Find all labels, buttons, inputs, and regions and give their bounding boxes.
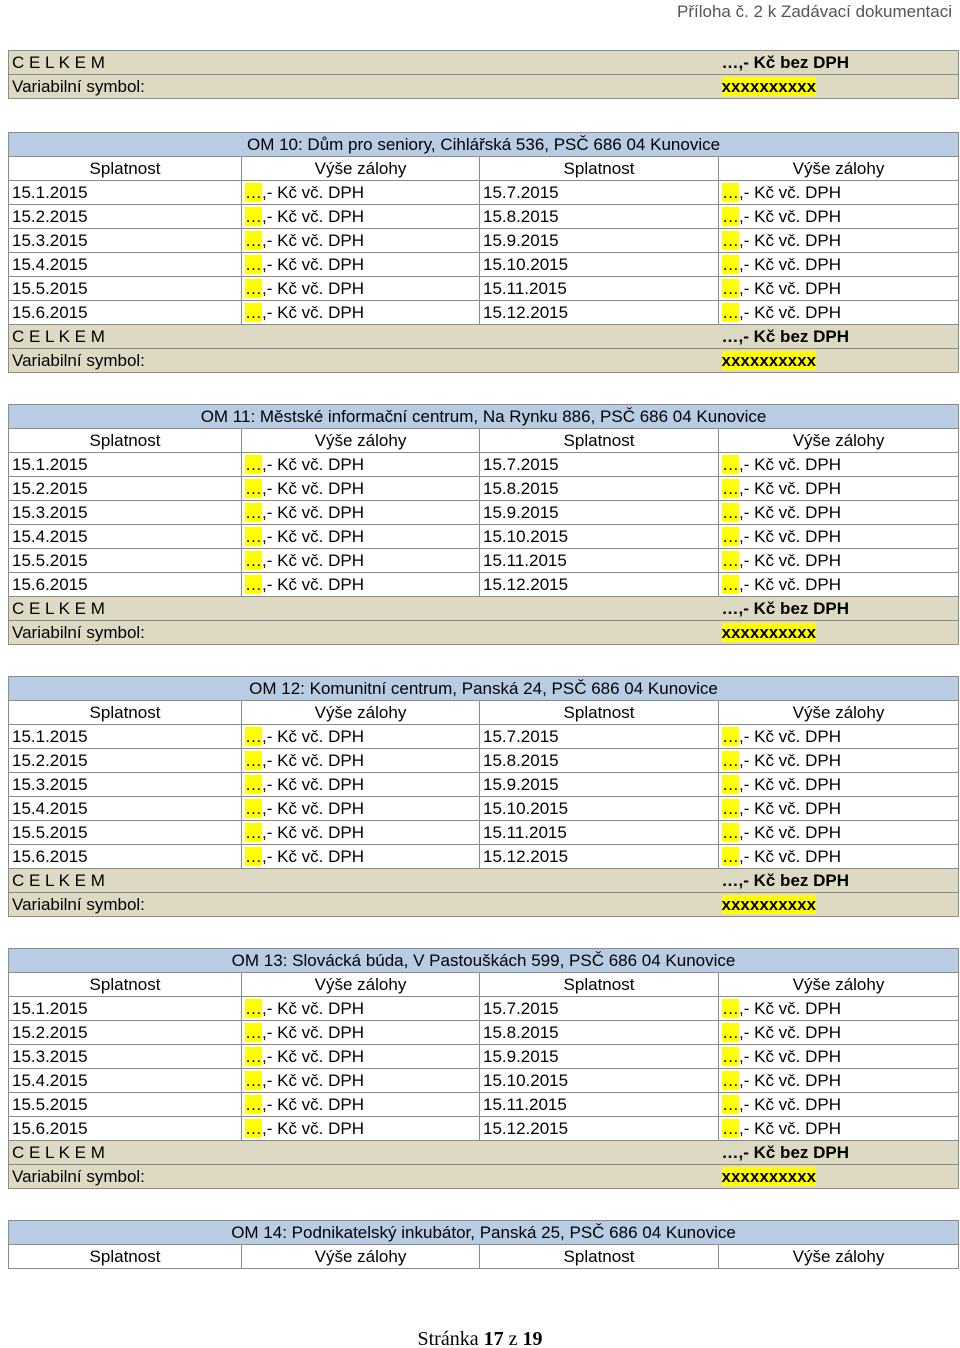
- amount-cell: [242, 1021, 480, 1045]
- due-date: 15.11.2015: [480, 821, 719, 845]
- amount-unit: ,- Kč vč. DPH: [739, 182, 842, 202]
- due-date: 15.4.2015: [9, 1069, 242, 1093]
- amount-cell: [719, 453, 959, 477]
- amount-cell: [242, 549, 480, 573]
- amount-unit: ,- Kč vč. DPH: [262, 750, 365, 770]
- due-date: 15.3.2015: [9, 773, 242, 797]
- varsym-row: [9, 349, 959, 373]
- col-vyse-2: Výše zálohy: [719, 157, 959, 181]
- due-date: 15.1.2015: [9, 725, 242, 749]
- table-row: [9, 725, 959, 749]
- amount-unit: ,- Kč vč. DPH: [262, 998, 365, 1018]
- amount-unit: ,- Kč vč. DPH: [262, 302, 365, 322]
- amount-unit: ,- Kč vč. DPH: [739, 454, 842, 474]
- amount-unit: ,- Kč vč. DPH: [739, 822, 842, 842]
- total-amount: …,- Kč bez DPH: [719, 325, 959, 349]
- celkem-label: C E L K E M: [9, 51, 719, 75]
- amount-placeholder: …: [722, 302, 739, 322]
- amount-cell: [719, 725, 959, 749]
- table-row: [9, 205, 959, 229]
- amount-cell: [242, 845, 480, 869]
- amount-cell: [719, 229, 959, 253]
- col-vyse: Výše zálohy: [242, 429, 480, 453]
- due-date: 15.11.2015: [480, 1093, 719, 1117]
- amount-placeholder: …: [722, 750, 739, 770]
- varsym-label: Variabilní symbol:: [9, 75, 719, 99]
- amount-placeholder: …: [722, 574, 739, 594]
- amount-cell: [242, 573, 480, 597]
- block-title: OM 14: Podnikatelský inkubátor, Panská 25, PSČ 686 04 Kunovice: [9, 1221, 959, 1245]
- table-row: [9, 453, 959, 477]
- block-title: OM 11: Městské informační centrum, Na Rynku 886, PSČ 686 04 Kunovice: [9, 405, 959, 429]
- amount-unit: ,- Kč vč. DPH: [739, 278, 842, 298]
- table-row: [9, 1021, 959, 1045]
- amount-unit: ,- Kč vč. DPH: [262, 1118, 365, 1138]
- amount-placeholder: …: [245, 1070, 262, 1090]
- column-header-row: [9, 429, 959, 453]
- amount-unit: ,- Kč vč. DPH: [739, 750, 842, 770]
- total-row: [9, 1141, 959, 1165]
- amount-unit: ,- Kč vč. DPH: [739, 1046, 842, 1066]
- col-splatnost-2: Splatnost: [480, 973, 719, 997]
- amount-cell: [719, 277, 959, 301]
- footer-total: 19: [522, 1328, 543, 1348]
- table-row: [9, 501, 959, 525]
- col-splatnost-2: Splatnost: [480, 429, 719, 453]
- amount-unit: ,- Kč vč. DPH: [262, 182, 365, 202]
- varsym-label: Variabilní symbol:: [9, 621, 719, 645]
- amount-unit: ,- Kč vč. DPH: [739, 774, 842, 794]
- amount-placeholder: …: [722, 1046, 739, 1066]
- footer-page: 17: [483, 1328, 504, 1348]
- amount-placeholder: …: [245, 478, 262, 498]
- amount-cell: [242, 453, 480, 477]
- amount-placeholder: …: [722, 774, 739, 794]
- amount-cell: [719, 573, 959, 597]
- amount-placeholder: …: [722, 1070, 739, 1090]
- amount-placeholder: …: [722, 278, 739, 298]
- amount-cell: [719, 797, 959, 821]
- amount-placeholder: …: [245, 1022, 262, 1042]
- amount-unit: ,- Kč vč. DPH: [262, 278, 365, 298]
- amount-unit: ,- Kč vč. DPH: [262, 726, 365, 746]
- amount-cell: [242, 1045, 480, 1069]
- table-row: [9, 749, 959, 773]
- amount-cell: [242, 277, 480, 301]
- block-title: OM 10: Dům pro seniory, Cihlářská 536, PSČ 686 04 Kunovice: [9, 133, 959, 157]
- amount-unit: ,- Kč vč. DPH: [262, 454, 365, 474]
- col-vyse-2: Výše zálohy: [719, 1245, 959, 1269]
- due-date: 15.11.2015: [480, 549, 719, 573]
- amount-unit: ,- Kč vč. DPH: [739, 574, 842, 594]
- amount-cell: [242, 1093, 480, 1117]
- amount-placeholder: …: [245, 550, 262, 570]
- varsym-label: Variabilní symbol:: [9, 893, 719, 917]
- amount-cell: [242, 725, 480, 749]
- due-date: 15.5.2015: [9, 277, 242, 301]
- table-row: [9, 229, 959, 253]
- due-date: 15.1.2015: [9, 453, 242, 477]
- table-row: [9, 845, 959, 869]
- amount-unit: ,- Kč vč. DPH: [262, 822, 365, 842]
- amount-placeholder: …: [722, 206, 739, 226]
- amount-placeholder: …: [722, 182, 739, 202]
- due-date: 15.11.2015: [480, 277, 719, 301]
- due-date: 15.8.2015: [480, 1021, 719, 1045]
- total-amount: …,- Kč bez DPH: [719, 597, 959, 621]
- amount-cell: [719, 549, 959, 573]
- col-splatnost: Splatnost: [9, 701, 242, 725]
- amount-placeholder: …: [722, 1118, 739, 1138]
- amount-placeholder: …: [245, 750, 262, 770]
- table-row: [9, 997, 959, 1021]
- col-splatnost: Splatnost: [9, 157, 242, 181]
- celkem-label: C E L K E M: [9, 597, 719, 621]
- amount-placeholder: …: [722, 998, 739, 1018]
- amount-placeholder: …: [245, 1046, 262, 1066]
- amount-cell: [719, 181, 959, 205]
- amount-cell: [719, 1045, 959, 1069]
- amount-placeholder: …: [245, 1094, 262, 1114]
- varsym-label: Variabilní symbol:: [9, 349, 719, 373]
- amount-cell: [719, 525, 959, 549]
- amount-placeholder: …: [245, 822, 262, 842]
- amount-unit: ,- Kč vč. DPH: [262, 230, 365, 250]
- amount-cell: [719, 1117, 959, 1141]
- col-vyse: Výše zálohy: [242, 701, 480, 725]
- om-block-table: [8, 404, 959, 645]
- amount-placeholder: …: [245, 302, 262, 322]
- amount-placeholder: …: [245, 454, 262, 474]
- amount-placeholder: …: [245, 230, 262, 250]
- col-vyse-2: Výše zálohy: [719, 429, 959, 453]
- amount-cell: [719, 997, 959, 1021]
- amount-placeholder: …: [245, 774, 262, 794]
- due-date: 15.7.2015: [480, 453, 719, 477]
- due-date: 15.5.2015: [9, 549, 242, 573]
- table-row: [9, 1045, 959, 1069]
- amount-placeholder: …: [722, 454, 739, 474]
- varsym-placeholder: xxxxxxxxxx: [721, 1166, 817, 1186]
- due-date: 15.5.2015: [9, 1093, 242, 1117]
- table-row: [9, 525, 959, 549]
- total-row: [9, 325, 959, 349]
- due-date: 15.9.2015: [480, 229, 719, 253]
- amount-unit: ,- Kč vč. DPH: [739, 998, 842, 1018]
- due-date: 15.10.2015: [480, 797, 719, 821]
- table-row: [9, 1069, 959, 1093]
- amount-placeholder: …: [245, 206, 262, 226]
- table-row: [9, 1117, 959, 1141]
- celkem-label: C E L K E M: [9, 325, 719, 349]
- table-row: [9, 821, 959, 845]
- amount-placeholder: …: [722, 846, 739, 866]
- varsym-placeholder: xxxxxxxxxx: [721, 622, 817, 642]
- due-date: 15.4.2015: [9, 797, 242, 821]
- amount-cell: [242, 181, 480, 205]
- amount-unit: ,- Kč vč. DPH: [262, 502, 365, 522]
- col-splatnost: Splatnost: [9, 1245, 242, 1269]
- amount-cell: [719, 821, 959, 845]
- due-date: 15.10.2015: [480, 253, 719, 277]
- amount-placeholder: …: [722, 1094, 739, 1114]
- due-date: 15.12.2015: [480, 845, 719, 869]
- amount-placeholder: …: [245, 846, 262, 866]
- amount-cell: [719, 1069, 959, 1093]
- due-date: 15.5.2015: [9, 821, 242, 845]
- amount-unit: ,- Kč vč. DPH: [262, 526, 365, 546]
- amount-unit: ,- Kč vč. DPH: [739, 502, 842, 522]
- total-row: [9, 51, 959, 75]
- amount-placeholder: …: [722, 230, 739, 250]
- due-date: 15.2.2015: [9, 1021, 242, 1045]
- due-date: 15.2.2015: [9, 205, 242, 229]
- block-title-row: [9, 1221, 959, 1245]
- amount-unit: ,- Kč vč. DPH: [739, 478, 842, 498]
- varsym-placeholder: xxxxxxxxxx: [721, 350, 817, 370]
- amount-cell: [242, 821, 480, 845]
- amount-placeholder: …: [722, 502, 739, 522]
- varsym-placeholder: xxxxxxxxxx: [721, 76, 817, 96]
- amount-placeholder: …: [245, 798, 262, 818]
- amount-cell: [242, 253, 480, 277]
- amount-unit: ,- Kč vč. DPH: [262, 1046, 365, 1066]
- amount-cell: [719, 749, 959, 773]
- amount-placeholder: …: [245, 574, 262, 594]
- table-row: [9, 301, 959, 325]
- amount-unit: ,- Kč vč. DPH: [262, 1094, 365, 1114]
- amount-placeholder: …: [245, 254, 262, 274]
- document-header: Příloha č. 2 k Zadávací dokumentaci: [677, 2, 952, 21]
- col-splatnost-2: Splatnost: [480, 701, 719, 725]
- table-row: [9, 773, 959, 797]
- block-title-row: [9, 677, 959, 701]
- page-footer: [0, 1328, 960, 1348]
- amount-unit: ,- Kč vč. DPH: [262, 550, 365, 570]
- column-header-row: [9, 973, 959, 997]
- amount-unit: ,- Kč vč. DPH: [739, 1094, 842, 1114]
- amount-cell: [719, 845, 959, 869]
- amount-placeholder: …: [722, 726, 739, 746]
- col-splatnost-2: Splatnost: [480, 157, 719, 181]
- col-splatnost: Splatnost: [9, 429, 242, 453]
- om-block-table: [8, 676, 959, 917]
- top-total-table: [8, 50, 959, 99]
- column-header-row: [9, 1245, 959, 1269]
- varsym-value: [719, 1165, 959, 1189]
- amount-unit: ,- Kč vč. DPH: [739, 550, 842, 570]
- amount-cell: [719, 477, 959, 501]
- due-date: 15.8.2015: [480, 477, 719, 501]
- varsym-value: [719, 893, 959, 917]
- block-title: OM 12: Komunitní centrum, Panská 24, PSČ 686 04 Kunovice: [9, 677, 959, 701]
- varsym-placeholder: xxxxxxxxxx: [721, 894, 817, 914]
- due-date: 15.9.2015: [480, 773, 719, 797]
- varsym-label: Variabilní symbol:: [9, 1165, 719, 1189]
- varsym-value: [719, 349, 959, 373]
- varsym-value: [719, 75, 959, 99]
- total-row: [9, 869, 959, 893]
- table-row: [9, 253, 959, 277]
- amount-unit: ,- Kč vč. DPH: [739, 206, 842, 226]
- amount-placeholder: …: [245, 726, 262, 746]
- due-date: 15.4.2015: [9, 253, 242, 277]
- due-date: 15.1.2015: [9, 181, 242, 205]
- amount-unit: ,- Kč vč. DPH: [739, 1118, 842, 1138]
- amount-cell: [242, 1069, 480, 1093]
- table-row: [9, 797, 959, 821]
- amount-unit: ,- Kč vč. DPH: [739, 1070, 842, 1090]
- amount-unit: ,- Kč vč. DPH: [739, 1022, 842, 1042]
- amount-cell: [719, 301, 959, 325]
- amount-placeholder: …: [245, 1118, 262, 1138]
- due-date: 15.10.2015: [480, 525, 719, 549]
- om14-table: [8, 1220, 959, 1269]
- col-splatnost: Splatnost: [9, 973, 242, 997]
- table-row: [9, 477, 959, 501]
- amount-cell: [242, 477, 480, 501]
- amount-placeholder: …: [245, 182, 262, 202]
- amount-cell: [242, 525, 480, 549]
- amount-unit: ,- Kč vč. DPH: [262, 846, 365, 866]
- amount-cell: [242, 229, 480, 253]
- amount-unit: ,- Kč vč. DPH: [262, 1070, 365, 1090]
- amount-placeholder: …: [722, 550, 739, 570]
- amount-unit: ,- Kč vč. DPH: [739, 230, 842, 250]
- due-date: 15.6.2015: [9, 301, 242, 325]
- celkem-label: C E L K E M: [9, 869, 719, 893]
- amount-placeholder: …: [245, 998, 262, 1018]
- table-row: [9, 181, 959, 205]
- due-date: 15.9.2015: [480, 501, 719, 525]
- col-vyse: Výše zálohy: [242, 1245, 480, 1269]
- amount-cell: [242, 205, 480, 229]
- amount-unit: ,- Kč vč. DPH: [739, 526, 842, 546]
- due-date: 15.12.2015: [480, 573, 719, 597]
- block-title-row: [9, 405, 959, 429]
- due-date: 15.3.2015: [9, 229, 242, 253]
- col-vyse: Výše zálohy: [242, 973, 480, 997]
- amount-placeholder: …: [722, 798, 739, 818]
- footer-sep: z: [508, 1328, 518, 1348]
- due-date: 15.1.2015: [9, 997, 242, 1021]
- column-header-row: [9, 157, 959, 181]
- block-title-row: [9, 949, 959, 973]
- due-date: 15.9.2015: [480, 1045, 719, 1069]
- amount-unit: ,- Kč vč. DPH: [262, 478, 365, 498]
- due-date: 15.2.2015: [9, 749, 242, 773]
- due-date: 15.3.2015: [9, 1045, 242, 1069]
- amount-unit: ,- Kč vč. DPH: [262, 254, 365, 274]
- amount-unit: ,- Kč vč. DPH: [739, 846, 842, 866]
- varsym-row: [9, 893, 959, 917]
- amount-unit: ,- Kč vč. DPH: [262, 574, 365, 594]
- due-date: 15.12.2015: [480, 1117, 719, 1141]
- block-title: OM 13: Slovácká búda, V Pastouškách 599, PSČ 686 04 Kunovice: [9, 949, 959, 973]
- varsym-row: [9, 1165, 959, 1189]
- amount-placeholder: …: [722, 526, 739, 546]
- due-date: 15.6.2015: [9, 845, 242, 869]
- due-date: 15.7.2015: [480, 725, 719, 749]
- om-block-table: [8, 132, 959, 373]
- om-block-table: [8, 948, 959, 1189]
- table-row: [9, 277, 959, 301]
- amount-cell: [242, 773, 480, 797]
- amount-placeholder: …: [245, 526, 262, 546]
- table-row: [9, 549, 959, 573]
- amount-cell: [242, 997, 480, 1021]
- amount-unit: ,- Kč vč. DPH: [739, 726, 842, 746]
- due-date: 15.12.2015: [480, 301, 719, 325]
- amount-cell: [719, 773, 959, 797]
- amount-cell: [719, 1093, 959, 1117]
- block-title-row: [9, 133, 959, 157]
- amount-cell: [719, 253, 959, 277]
- amount-unit: ,- Kč vč. DPH: [739, 254, 842, 274]
- varsym-row: [9, 621, 959, 645]
- amount-placeholder: …: [722, 254, 739, 274]
- amount-cell: [719, 205, 959, 229]
- amount-unit: ,- Kč vč. DPH: [262, 1022, 365, 1042]
- amount-unit: ,- Kč vč. DPH: [739, 798, 842, 818]
- amount-cell: [242, 749, 480, 773]
- amount-placeholder: …: [245, 278, 262, 298]
- total-amount: …,- Kč bez DPH: [719, 1141, 959, 1165]
- amount-cell: [242, 501, 480, 525]
- due-date: 15.6.2015: [9, 1117, 242, 1141]
- varsym-row: [9, 75, 959, 99]
- amount-placeholder: …: [722, 1022, 739, 1042]
- col-vyse: Výše zálohy: [242, 157, 480, 181]
- due-date: 15.7.2015: [480, 997, 719, 1021]
- celkem-label: C E L K E M: [9, 1141, 719, 1165]
- amount-placeholder: …: [722, 478, 739, 498]
- amount-placeholder: …: [245, 502, 262, 522]
- col-vyse-2: Výše zálohy: [719, 701, 959, 725]
- amount-unit: ,- Kč vč. DPH: [262, 774, 365, 794]
- due-date: 15.8.2015: [480, 749, 719, 773]
- due-date: 15.3.2015: [9, 501, 242, 525]
- amount-cell: [242, 797, 480, 821]
- column-header-row: [9, 701, 959, 725]
- amount-placeholder: …: [722, 822, 739, 842]
- amount-unit: ,- Kč vč. DPH: [262, 206, 365, 226]
- amount-cell: [719, 1021, 959, 1045]
- due-date: 15.8.2015: [480, 205, 719, 229]
- due-date: 15.10.2015: [480, 1069, 719, 1093]
- amount-unit: ,- Kč vč. DPH: [262, 798, 365, 818]
- amount-unit: ,- Kč vč. DPH: [739, 302, 842, 322]
- total-amount: …,- Kč bez DPH: [719, 51, 959, 75]
- due-date: 15.6.2015: [9, 573, 242, 597]
- amount-cell: [719, 501, 959, 525]
- footer-prefix: Stránka: [417, 1328, 479, 1348]
- due-date: 15.7.2015: [480, 181, 719, 205]
- total-row: [9, 597, 959, 621]
- varsym-value: [719, 621, 959, 645]
- amount-cell: [242, 301, 480, 325]
- total-amount: …,- Kč bez DPH: [719, 869, 959, 893]
- amount-cell: [242, 1117, 480, 1141]
- col-vyse-2: Výše zálohy: [719, 973, 959, 997]
- due-date: 15.2.2015: [9, 477, 242, 501]
- table-row: [9, 573, 959, 597]
- table-row: [9, 1093, 959, 1117]
- due-date: 15.4.2015: [9, 525, 242, 549]
- col-splatnost-2: Splatnost: [480, 1245, 719, 1269]
